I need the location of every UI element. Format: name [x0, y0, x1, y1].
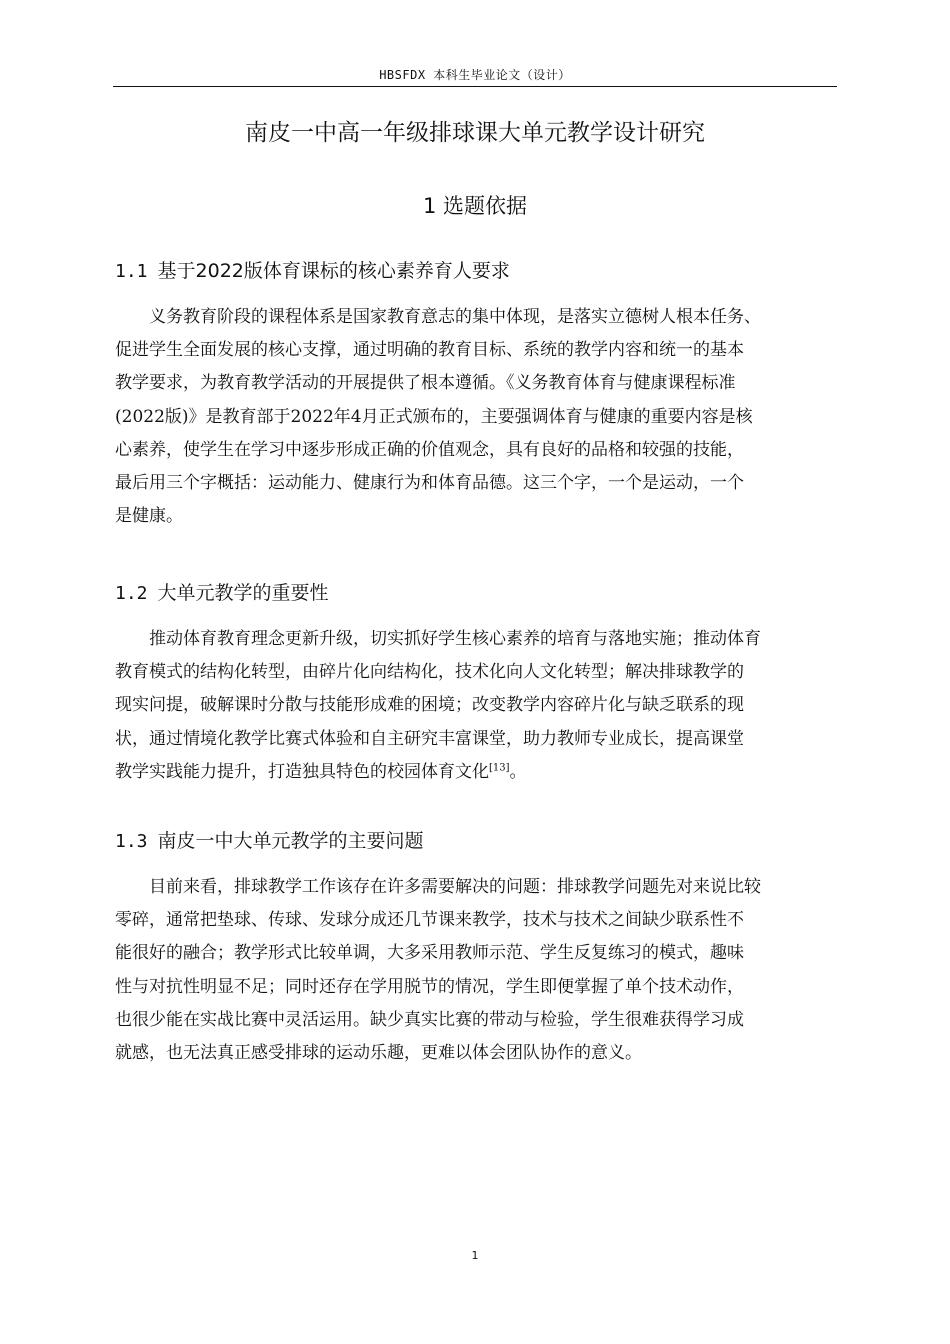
section-title: 大单元教学的重要性 — [157, 582, 329, 604]
paragraph-line: 教育模式的结构化转型，由碎片化向结构化，技术化向人文化转型；解决排球教学的 — [115, 662, 744, 683]
chapter-heading: 1 选题依据 — [422, 194, 528, 218]
paragraph-line: 现实问提，破解课时分散与技能形成难的困境；改变教学内容碎片化与缺乏联系的现 — [115, 695, 744, 716]
page-number: 1 — [471, 1249, 479, 1262]
section-number: 1.3 — [115, 831, 148, 852]
paragraph-line: 义务教育阶段的课程体系是国家教育意志的集中体现，是落实立德树人根本任务、 — [149, 307, 761, 327]
paragraph-line: 心素养，使学生在学习中逐步形成正确的价值观念，具有良好的品格和较强的技能， — [115, 439, 744, 460]
paragraph-line: 能很好的融合；教学形式比较单调，大多采用教师示范、学生反复练习的模式，趣味 — [115, 943, 744, 964]
section-title: 基于2022版体育课标的核心素养育人要求 — [157, 260, 510, 282]
paragraph-line: 也很少能在实战比赛中灵活运用。缺少真实比赛的带动与检验，学生很难获得学习成 — [115, 1009, 744, 1030]
section-number: 1.1 — [115, 261, 148, 282]
paragraph-line: 最后用三个字概括：运动能力、健康行为和体育品德。这三个字，一个是运动，一个 — [115, 473, 744, 494]
paragraph-tail: 。 — [509, 761, 527, 782]
paragraph-line: 零碎，通常把垫球、传球、发球分成还几节课来教学，技术与技术之间缺少联系性不 — [115, 910, 744, 931]
paragraph-line: 促进学生全面发展的核心支撑，通过明确的教育目标、系统的教学内容和统一的基本 — [115, 340, 744, 361]
paragraph-line: 目前来看，排球教学工作该存在许多需要解决的问题：排球教学问题先对来说比较 — [149, 877, 761, 897]
paragraph-text: 教学实践能力提升，打造独具特色的校园体育文化 — [115, 761, 489, 782]
paragraph-line-last — [115, 756, 835, 789]
header-rule — [113, 86, 837, 87]
paragraph-1-3 — [115, 871, 835, 1070]
section-heading-1-2 — [115, 578, 835, 605]
paragraph-line: 推动体育教育理念更新升级，切实抓好学生核心素养的培育与落地实施；推动体育 — [149, 629, 761, 649]
citation-reference[interactable]: [13] — [489, 762, 510, 774]
running-header: HBSFDX 本科生毕业论文（设计） — [379, 68, 571, 82]
paragraph-1-1 — [115, 301, 835, 533]
section-number: 1.2 — [115, 583, 148, 604]
page-title: 南皮一中高一年级排球课大单元教学设计研究 — [245, 120, 705, 146]
section-heading-1-1 — [115, 256, 835, 283]
section-title: 南皮一中大单元教学的主要问题 — [157, 830, 424, 852]
paragraph-line: 是健康。 — [115, 506, 183, 527]
section-heading-1-3 — [115, 826, 835, 853]
paragraph-line: 教学要求，为教育教学活动的开展提供了根本遵循。《义务教育体育与健康课程标准 — [115, 373, 736, 394]
paragraph-1-2 — [115, 623, 835, 789]
paragraph-line: 就感，也无法真正感受排球的运动乐趣，更难以体会团队协作的意义。 — [115, 1043, 642, 1064]
paragraph-line: 状，通过情境化教学比赛式体验和自主研究丰富课堂，助力教师专业成长，提高课堂 — [115, 728, 744, 749]
paragraph-line: 性与对抗性明显不足；同时还存在学用脱节的情况，学生即便掌握了单个技术动作， — [115, 976, 744, 997]
paragraph-line: (2022版)》是教育部于2022年4月正式颁布的，主要强调体育与健康的重要内容是核 — [115, 406, 753, 427]
